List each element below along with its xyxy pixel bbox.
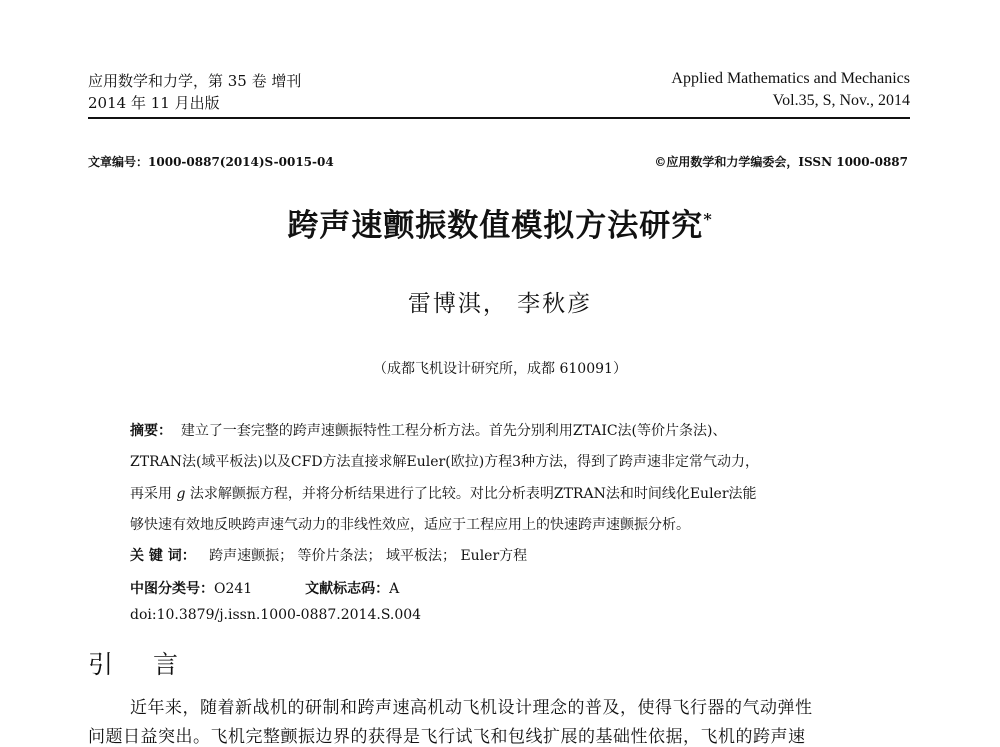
authors: 雷博淇， 李秋彦 bbox=[407, 291, 593, 317]
paper-title bbox=[0, 200, 1000, 245]
article-number bbox=[88, 153, 334, 170]
journal-name-en: Applied Mathematics and Mechanics bbox=[671, 70, 910, 87]
abstract-text-1: 建立了一套完整的跨声速颤振特性工程分析方法。首先分别利用ZTAIC法(等价片条法)、 bbox=[180, 423, 727, 439]
body-line-1: 近年来，随着新战机的研制和跨声速高机动飞机设计理念的普及，使得飞行器的气动弹性 bbox=[130, 698, 813, 718]
volume-info-en: Vol.35, S, Nov., 2014 bbox=[772, 92, 910, 109]
abstract-text-3b: 法求解颤振方程，并将分析结果进行了比较。对比分析表明ZTRAN法和时间线化Euler法能 bbox=[185, 486, 757, 502]
doc-code-value: A bbox=[389, 581, 400, 597]
abstract-line-2: ZTRAN法(域平板法)以及CFD方法直接求解Euler(欧拉)方程3种方法，得到了跨声速非定常气动力， bbox=[130, 454, 760, 470]
section-heading-introduction: 引言 bbox=[88, 650, 219, 679]
clc-value: O241 bbox=[214, 581, 253, 597]
abstract-g-symbol: g bbox=[176, 486, 186, 502]
abstract-label: 摘要： bbox=[130, 423, 172, 439]
article-number-value: 1000-0887(2014)S-0015-04 bbox=[148, 155, 334, 169]
body-line-2: 问题日益突出。飞机完整颤振边界的获得是飞行试飞和包线扩展的基础性依据，飞机的跨声速 bbox=[88, 727, 806, 747]
clc-label: 中图分类号： bbox=[130, 581, 214, 597]
doc-code-label: 文献标志码： bbox=[305, 581, 390, 597]
article-number-label: 文章编号： bbox=[88, 155, 149, 169]
publication-date-cn: 2014 年 11 月出版 bbox=[88, 94, 220, 112]
abstract-text-3a: 再采用 bbox=[130, 486, 177, 502]
paper-title-text: 跨声速颤振数值模拟方法研究 bbox=[287, 208, 704, 244]
copyright-notice: ©应用数学和力学编委会，ISSN 1000-0887 bbox=[654, 155, 908, 169]
abstract-line-1 bbox=[130, 420, 726, 440]
keywords-label: 关 键 词： bbox=[130, 548, 196, 564]
header-rule bbox=[88, 117, 910, 119]
journal-name-cn: 应用数学和力学，第 35 卷 增刊 bbox=[88, 72, 302, 90]
abstract-line-4: 够快速有效地反映跨声速气动力的非线性效应，适应于工程应用上的快速跨声速颤振分析。 bbox=[130, 517, 690, 533]
affiliation: （成都飞机设计研究所，成都 610091） bbox=[373, 361, 627, 377]
doi: doi:10.3879/j.issn.1000-0887.2014.S.004 bbox=[130, 607, 422, 623]
classification-line bbox=[130, 578, 399, 598]
abstract-line-3 bbox=[130, 483, 757, 503]
title-footnote-mark: * bbox=[703, 209, 713, 229]
keywords-list: 跨声速颤振； 等价片条法； 域平板法； Euler方程 bbox=[209, 548, 528, 564]
keywords bbox=[130, 545, 527, 565]
